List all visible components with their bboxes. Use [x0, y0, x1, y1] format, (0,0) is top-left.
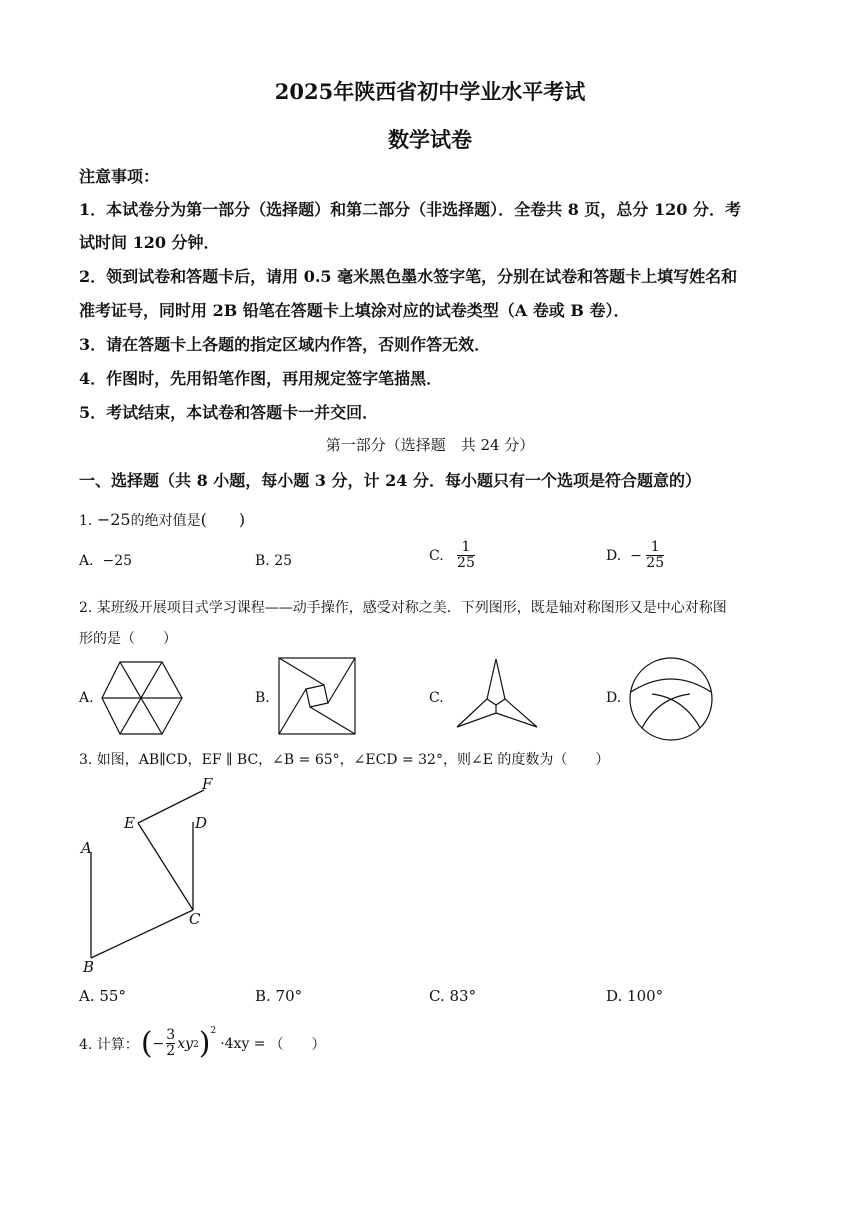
q3-option-c: C. 83°: [429, 987, 477, 1005]
q2-label-b: B.: [255, 690, 270, 706]
note-line-6: 4．作图时，先用铅笔作图，再用规定签字笔描黑．: [79, 369, 443, 388]
note-line-7: 5．考试结束，本试卷和答题卡一并交回．: [79, 403, 379, 422]
exam-title: 2025年陕西省初中学业水平考试: [274, 79, 586, 104]
section-heading: 一、选择题（共 8 小题，每小题 3 分，计 24 分．每小题只有一个选项是符合题意的）: [79, 471, 701, 490]
note-line-3: 2．领到试卷和答题卡后，请用 0.5 毫米黑色墨水签字笔，分别在试卷和答题卡上填写姓名和: [79, 267, 738, 286]
note-line-5: 3．请在答题卡上各题的指定区域内作答，否则作答无效．: [79, 335, 491, 354]
q3-geometry-figure: [78, 776, 218, 976]
q1-option-c: C. $\frac{1}{25}$: [429, 539, 475, 572]
q2-label-a: A.: [79, 690, 94, 706]
q2-figure-d-circle-arcs: [628, 656, 714, 742]
q2-label-c: C.: [429, 690, 444, 706]
segment-bc: [91, 910, 193, 958]
q4-paren: （ ）: [269, 1036, 326, 1053]
q4-prefix: 4. 计算：: [79, 1036, 139, 1053]
q1-paren: ( ): [200, 510, 246, 529]
question-4-stem: 4. 计算： ( − $\frac{3}{2}$ xy 2 ) $^2$ ·4xy = （ ）: [79, 1026, 326, 1061]
point-e-label: E: [124, 814, 135, 832]
q1-option-b: B. 25: [255, 553, 293, 569]
q1-number: 1.: [79, 513, 93, 529]
point-a-label: A: [81, 839, 92, 857]
question-3-stem: 3. 如图，AB∥CD，EF ∥ BC，∠B = 65°，∠ECD = 32°，则∠E 的度数为（ ）: [79, 752, 610, 768]
q4-outer-exponent: 2: [210, 1026, 217, 1036]
q1-option-d-fraction: $\frac{1}{25}$: [646, 539, 665, 572]
point-f-label: F: [202, 775, 213, 793]
question-1-stem: [79, 507, 245, 530]
q3-option-b: B. 70°: [255, 987, 303, 1005]
note-line-1: 1．本试卷分为第一部分（选择题）和第二部分（非选择题）．全卷共 8 页，总分 120 分．考: [79, 200, 741, 219]
point-b-label: B: [83, 958, 95, 976]
segment-ce: [138, 823, 193, 910]
notes-heading: 注意事项：: [79, 167, 160, 186]
q4-variable: xy: [177, 1035, 193, 1052]
q2-figure-b-square-pinwheel: [278, 657, 358, 735]
q1-text: 的绝对值是: [130, 513, 201, 529]
q4-tail: ·4xy =: [220, 1035, 266, 1052]
question-2-line-1: 2. 某班级开展项目式学习课程——动手操作，感受对称之美．下列图形，既是轴对称图形又是中心对称图: [79, 600, 727, 616]
q2-label-d: D.: [606, 690, 622, 706]
q4-sign: −: [152, 1035, 165, 1052]
q3-option-d: D. 100°: [606, 987, 664, 1005]
q3-option-a: A. 55°: [79, 987, 126, 1005]
q1-option-d: D. − $\frac{1}{25}$: [606, 539, 665, 572]
q2-figure-c-three-point-star: [455, 657, 539, 729]
note-line-2: 试时间 120 分钟．: [79, 233, 220, 252]
question-2-line-2: 形的是（ ）: [79, 631, 177, 647]
q1-option-c-fraction: $\frac{1}{25}$: [457, 539, 475, 572]
q1-expression: −25: [96, 510, 131, 529]
point-d-label: D: [195, 814, 208, 832]
point-c-label: C: [189, 910, 201, 928]
note-line-4: 准考证号，同时用 2B 铅笔在答题卡上填涂对应的试卷类型（A 卷或 B 卷）．: [79, 301, 630, 320]
q1-option-a: A. −25: [79, 553, 133, 569]
q2-figure-a-hexagon: [100, 660, 184, 736]
q4-variable-exponent: 2: [193, 1040, 199, 1050]
part1-heading: 第一部分（选择题 共 24 分）: [325, 436, 535, 454]
q4-coefficient-fraction: $\frac{3}{2}$: [166, 1026, 176, 1059]
exam-subtitle: 数学试卷: [388, 127, 472, 152]
